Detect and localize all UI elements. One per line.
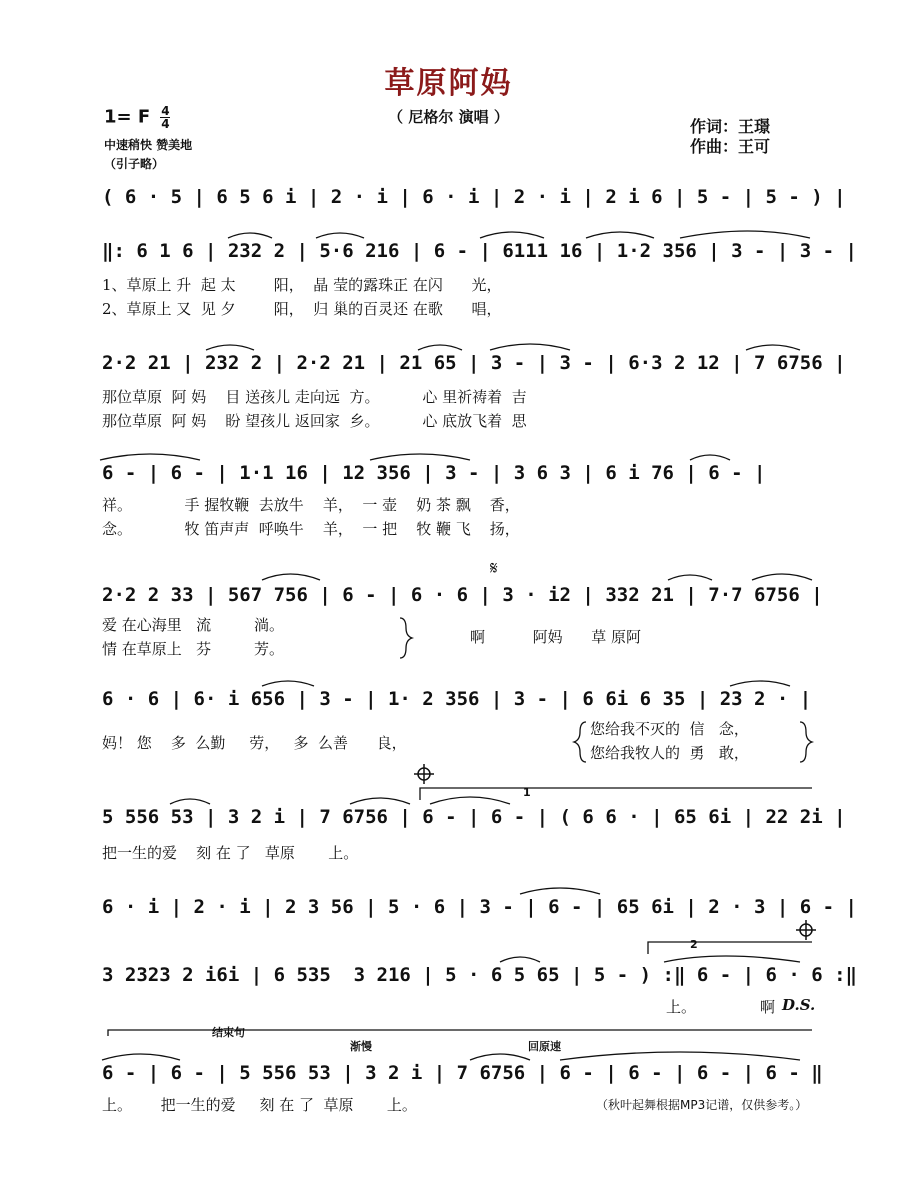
- slur-icon: [500, 957, 540, 962]
- slur-icon: [350, 798, 410, 804]
- score-line-7: 5 556 53 | 3 2 i | 7 6756 | 6 - | 6 - | ( 6 6 · | 65 6i | 22 2i |: [102, 806, 846, 828]
- score-line-2: ‖: 6 1 6 | 232 2 | 5·6 216 | 6 - | 6111 16 | 1·2 356 | 3 - | 3 - |: [102, 240, 857, 262]
- slur-icon: [664, 956, 800, 962]
- brace-icon: [574, 722, 586, 762]
- lyric-6-verse2: 您给我牧人的 勇 敢，: [590, 744, 749, 762]
- lyric-7: 把一生的爱 刻 在 了 草原 上。: [102, 844, 359, 862]
- lyricist: 作词：王璟: [690, 117, 771, 136]
- lyric-4-verse1: 祥。 手 握牧鞭 去放牛 羊， 一 壶 奶 茶 飘 香，: [102, 496, 520, 514]
- slur-icon: [746, 345, 800, 350]
- time-bottom: 4: [161, 117, 170, 131]
- ending-bracket: [108, 1030, 812, 1036]
- slur-icon: [102, 1054, 180, 1060]
- volta-2-label: 2: [690, 938, 698, 951]
- intro-note: （引子略）: [104, 157, 165, 171]
- slur-icon: [480, 232, 544, 238]
- score-line-1: ( 6 · 5 | 6 5 6 i | 2 · i | 6 · i | 2 · i | 2 i 6 | 5 - | 5 - ) |: [102, 186, 846, 208]
- slur-icon: [560, 1052, 800, 1060]
- lyric-9-ah: 啊: [760, 998, 776, 1016]
- ending-label: 结束句: [212, 1026, 245, 1039]
- volta-1-bracket: [420, 788, 812, 800]
- slur-icon: [490, 344, 570, 350]
- slur-icon: [680, 231, 810, 238]
- slur-icon: [262, 574, 320, 580]
- lyric-4-verse2: 念。 牧 笛声声 呼唤牛 羊， 一 把 牧 鞭 飞 扬，: [102, 520, 520, 538]
- lyric-3-verse2: 那位草原 阿 妈 盼 望孩儿 返回家 乡。 心 底放飞着 思: [102, 412, 527, 430]
- volta-1-label: 1: [523, 786, 531, 799]
- slur-icon: [206, 345, 254, 350]
- tempo-marking: 中速稍快 赞美地: [104, 138, 193, 152]
- slur-icon: [100, 454, 200, 460]
- score-line-3: 2·2 21 | 232 2 | 2·2 21 | 21 65 | 3 - | 3 - | 6·3 2 12 | 7 6756 |: [102, 352, 846, 374]
- slur-icon: [586, 232, 654, 238]
- score-line-10: 6 - | 6 - | 5 556 53 | 3 2 i | 7 6756 | 6 - | 6 - | 6 - | 6 - ‖: [102, 1062, 823, 1084]
- slur-icon: [228, 233, 272, 238]
- lyric-5-verse1: 爱 在心海里 流 淌。: [102, 616, 284, 634]
- lyric-10: 上。 把一生的爱 刻 在 了 草原 上。: [102, 1096, 417, 1114]
- slur-icon: [690, 455, 730, 460]
- lyric-5-verse2: 情 在草原上 芬 芳。: [102, 640, 284, 658]
- slur-icon: [418, 345, 462, 350]
- slur-icon: [316, 233, 364, 238]
- score-line-8: 6 · i | 2 · i | 2 3 56 | 5 · 6 | 3 - | 6 - | 65 6i | 2 · 3 | 6 - |: [102, 896, 857, 918]
- score-line-6: 6 · 6 | 6· i 656 | 3 - | 1· 2 356 | 3 - | 6 6i 6 35 | 23 2 · |: [102, 688, 812, 710]
- lyric-6-main: 妈！ 您 多 么勤 劳， 多 么善 良，: [102, 734, 407, 752]
- lyric-3-verse1: 那位草原 阿 妈 目 送孩儿 走向远 方。 心 里祈祷着 吉: [102, 388, 527, 406]
- slur-icon: [470, 1054, 530, 1060]
- score-line-5: 2·2 2 33 | 567 756 | 6 - | 6 · 6 | 3 · i2 | 332 21 | 7·7 6756 |: [102, 584, 823, 606]
- score-line-9: 3 2323 2 i6i | 6 535 3 216 | 5 · 6 5 65 | 5 - ) :‖ 6 - | 6 · 6 :‖: [102, 964, 857, 986]
- score-line-4: 6 - | 6 - | 1·1 16 | 12 356 | 3 - | 3 6 3 | 6 i 76 | 6 - |: [102, 462, 766, 484]
- dal-segno-mark: D.S.: [782, 996, 816, 1014]
- lyric-5-chorus: 啊 阿妈 草 原阿: [470, 628, 642, 646]
- brace-icon: [400, 618, 412, 658]
- song-title: 草原阿妈: [384, 66, 513, 101]
- lyric-9-end: 上。: [666, 998, 697, 1016]
- slur-icon: [262, 681, 314, 686]
- footnote: （秋叶起舞根据MP3记谱，仅供参考。）: [596, 1098, 808, 1112]
- singer-credit: （ 尼格尔 演唱 ）: [388, 108, 509, 126]
- slur-icon: [668, 575, 712, 580]
- slur-icon: [370, 454, 470, 460]
- slur-icon: [170, 799, 210, 804]
- lyric-2-verse2: 2、草原上 又 见 夕 阳， 归 巢的百灵还 在歌 唱，: [102, 300, 502, 318]
- composer: 作曲：王可: [690, 137, 771, 156]
- lyric-2-verse1: 1、草原上 升 起 太 阳， 晶 莹的露珠正 在闪 光，: [102, 276, 502, 294]
- tempo-resume: 回原速: [528, 1040, 561, 1053]
- segno-icon: 𝄋: [490, 558, 498, 579]
- brace-icon: [800, 722, 812, 762]
- slur-icon: [730, 681, 790, 686]
- slur-icon: [430, 797, 510, 804]
- key-label: 1= F: [104, 106, 151, 128]
- time-top: 4: [161, 104, 170, 118]
- slur-icon: [520, 888, 600, 894]
- lyric-6-verse1: 您给我不灭的 信 念，: [590, 720, 749, 738]
- volta-2-bracket: [648, 942, 812, 954]
- tempo-slower: 渐慢: [350, 1040, 372, 1053]
- slur-icon: [752, 574, 812, 580]
